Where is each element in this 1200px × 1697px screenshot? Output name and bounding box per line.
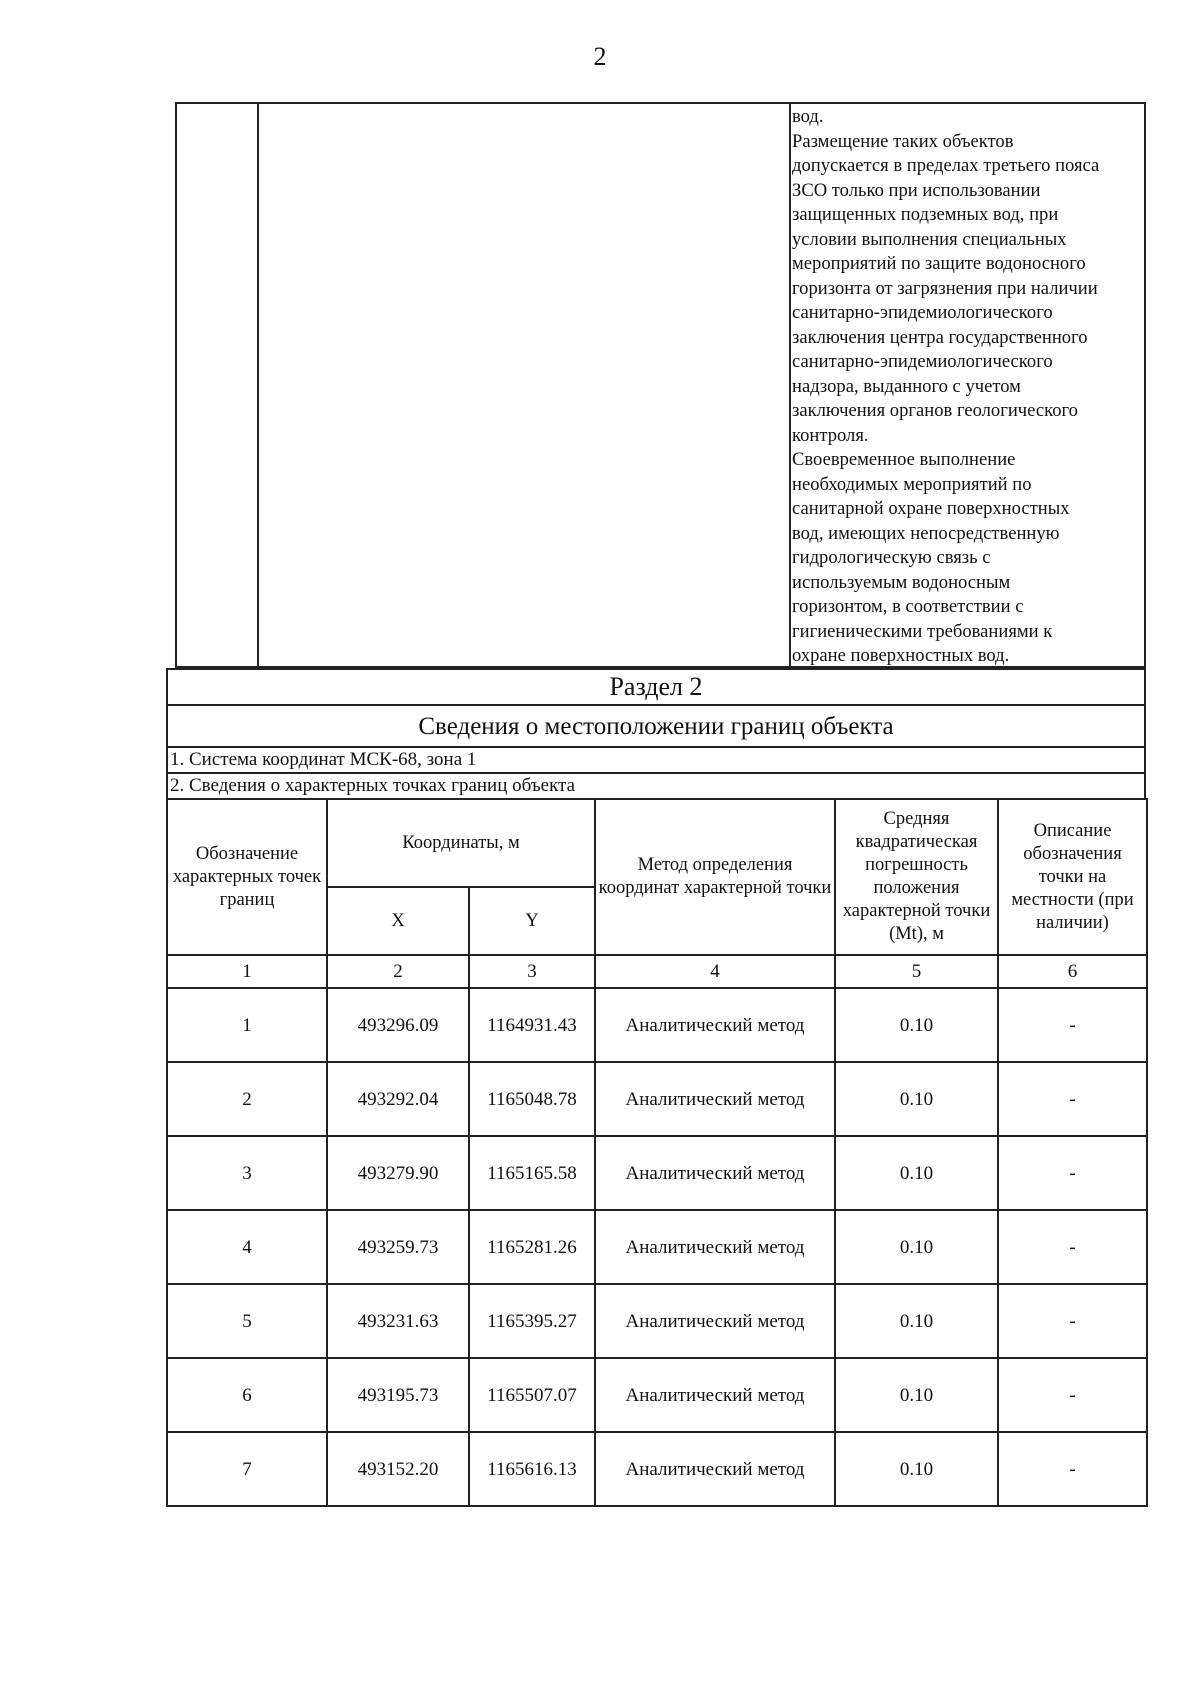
cell-method: Аналитический метод — [595, 1210, 835, 1284]
cell-error: 0.10 — [835, 1284, 998, 1358]
continuation-line: вод. — [792, 106, 824, 127]
table-row — [167, 1432, 1147, 1506]
coordinates-table — [166, 798, 1148, 1507]
column-number-row — [167, 955, 1147, 988]
continuation-line: вод, имеющих непосредственную — [792, 522, 1060, 544]
cell-y: 1165507.07 — [469, 1358, 595, 1432]
continuation-line: гидрологическую связь с — [792, 547, 991, 568]
points-caption-row: 2. Сведения о характерных точках границ объекта — [168, 772, 1144, 798]
continuation-col-text — [791, 104, 1144, 666]
section-2 — [166, 668, 1146, 800]
table-row — [167, 988, 1147, 1062]
cell-y: 1165281.26 — [469, 1210, 595, 1284]
cell-point: 4 — [167, 1210, 327, 1284]
continuation-line: надзора, выданного с учетом — [792, 375, 1021, 397]
cell-method: Аналитический метод — [595, 1432, 835, 1506]
cell-point: 5 — [167, 1284, 327, 1358]
column-number: 1 — [167, 955, 327, 988]
cell-description: - — [998, 1284, 1147, 1358]
cell-x: 493296.09 — [327, 988, 469, 1062]
table-row — [167, 1358, 1147, 1432]
cell-error: 0.10 — [835, 1210, 998, 1284]
header-coords: Координаты, м — [327, 799, 595, 887]
continuation-line: санитарно-эпидемиологического — [792, 351, 1053, 372]
cell-point: 7 — [167, 1432, 327, 1506]
continuation-line: горизонтом, в соответствии с — [792, 596, 1024, 617]
continuation-line: контроля. — [792, 424, 869, 446]
cell-point: 1 — [167, 988, 327, 1062]
page-number: 2 — [593, 42, 607, 71]
column-number: 4 — [595, 955, 835, 988]
cell-method: Аналитический метод — [595, 1284, 835, 1358]
continuation-line: Своевременное выполнение — [792, 449, 1016, 470]
header-description: Описание обозначения точки на местности (при наличии) — [998, 799, 1147, 955]
header-method: Метод определения координат характерной точки — [595, 799, 835, 955]
continuation-col-name — [257, 104, 791, 666]
continuation-line: защищенных подземных вод, при — [792, 204, 1059, 225]
cell-method: Аналитический метод — [595, 1136, 835, 1210]
continuation-line: охране поверхностных вод. — [792, 645, 1010, 666]
cell-description: - — [998, 988, 1147, 1062]
cell-error: 0.10 — [835, 1432, 998, 1506]
header-error: Средняя квадратическая погрешность положения характерной точки (Mt), м — [835, 799, 998, 955]
section-title: Раздел 2 — [168, 668, 1144, 704]
continuation-line: мероприятий по защите водоносного — [792, 253, 1086, 274]
cell-error: 0.10 — [835, 1062, 998, 1136]
continuation-line: горизонта от загрязнения при наличии — [792, 277, 1098, 299]
cell-x: 493259.73 — [327, 1210, 469, 1284]
cell-point: 2 — [167, 1062, 327, 1136]
continuation-line: Размещение таких объектов — [792, 130, 1014, 152]
continuation-line: заключения центра государственного — [792, 326, 1088, 348]
cell-y: 1165048.78 — [469, 1062, 595, 1136]
section-subtitle: Сведения о местоположении границ объекта — [168, 704, 1144, 746]
cell-x: 493152.20 — [327, 1432, 469, 1506]
table-row — [167, 1136, 1147, 1210]
cell-x: 493195.73 — [327, 1358, 469, 1432]
header-point: Обозначение характерных точек границ — [167, 799, 327, 955]
cell-x: 493279.90 — [327, 1136, 469, 1210]
column-number: 5 — [835, 955, 998, 988]
continuation-line: условии выполнения специальных — [792, 228, 1067, 250]
cell-y: 1165616.13 — [469, 1432, 595, 1506]
continuation-line: гигиеническими требованиями к — [792, 620, 1053, 642]
continuation-table — [175, 102, 1146, 668]
continuation-line: санитарно-эпидемиологического — [792, 302, 1053, 323]
cell-error: 0.10 — [835, 1136, 998, 1210]
coord-system-row: 1. Система координат МСК-68, зона 1 — [168, 746, 1144, 772]
table-row — [167, 1062, 1147, 1136]
cell-point: 6 — [167, 1358, 327, 1432]
table-row — [167, 1210, 1147, 1284]
column-number: 6 — [998, 955, 1147, 988]
cell-point: 3 — [167, 1136, 327, 1210]
cell-error: 0.10 — [835, 988, 998, 1062]
continuation-col-number — [177, 104, 259, 666]
continuation-line: заключения органов геологического — [792, 400, 1078, 421]
table-row — [167, 1284, 1147, 1358]
cell-method: Аналитический метод — [595, 988, 835, 1062]
cell-description: - — [998, 1432, 1147, 1506]
continuation-line: ЗСО только при использовании — [792, 179, 1041, 201]
cell-description: - — [998, 1358, 1147, 1432]
header-x: X — [327, 887, 469, 955]
cell-method: Аналитический метод — [595, 1062, 835, 1136]
cell-error: 0.10 — [835, 1358, 998, 1432]
continuation-line: используемым водоносным — [792, 571, 1011, 593]
column-number: 2 — [327, 955, 469, 988]
cell-description: - — [998, 1062, 1147, 1136]
column-number: 3 — [469, 955, 595, 988]
cell-y: 1164931.43 — [469, 988, 595, 1062]
continuation-line: допускается в пределах третьего пояса — [792, 155, 1100, 176]
cell-description: - — [998, 1210, 1147, 1284]
cell-x: 493292.04 — [327, 1062, 469, 1136]
cell-y: 1165395.27 — [469, 1284, 595, 1358]
header-y: Y — [469, 887, 595, 955]
cell-description: - — [998, 1136, 1147, 1210]
cell-x: 493231.63 — [327, 1284, 469, 1358]
continuation-line: санитарной охране поверхностных — [792, 498, 1070, 519]
continuation-line: необходимых мероприятий по — [792, 473, 1032, 495]
cell-y: 1165165.58 — [469, 1136, 595, 1210]
cell-method: Аналитический метод — [595, 1358, 835, 1432]
